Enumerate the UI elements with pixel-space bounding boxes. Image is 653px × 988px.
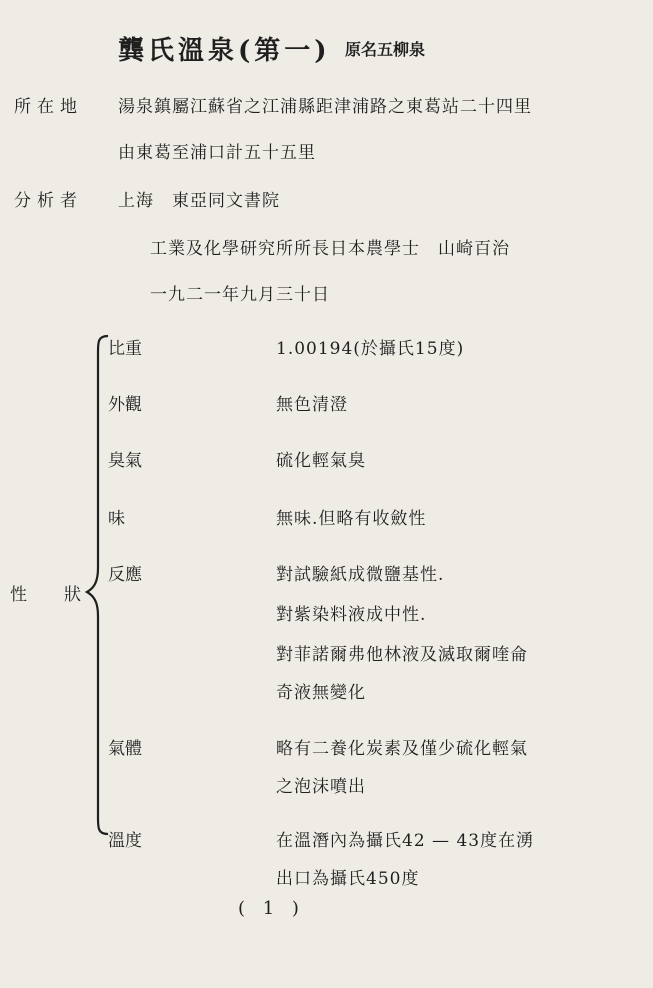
analyst-line-3: 一九二一年九月三十日 <box>150 285 330 305</box>
property-name-odor: 臭氣 <box>108 451 142 471</box>
property-value-gas-2: 之泡沫噴出 <box>276 777 366 797</box>
property-value-reaction-1: 對試驗紙成微鹽基性. <box>276 565 445 585</box>
property-value-reaction-4: 奇液無變化 <box>276 683 366 703</box>
property-value-odor: 硫化輕氣臭 <box>276 451 366 471</box>
analyst-line-2: 工業及化學研究所所長日本農學士 山崎百治 <box>150 239 510 259</box>
property-name-temperature: 溫度 <box>108 831 142 851</box>
location-line-1: 湯泉鎮屬江蘇省之江浦縣距津浦路之東葛站二十四里 <box>118 97 532 117</box>
property-value-taste: 無味.但略有收斂性 <box>276 509 427 529</box>
properties-label: 性 狀 <box>10 585 91 605</box>
location-line-2: 由東葛至浦口計五十五里 <box>118 143 316 163</box>
property-value-appearance: 無色清澄 <box>276 395 348 415</box>
analyst-line-1: 上海 東亞同文書院 <box>118 191 280 211</box>
analyst-label: 分析者 <box>14 191 83 211</box>
property-value-specific-gravity: 1.00194(於攝氏15度) <box>276 339 465 359</box>
property-value-temperature-1: 在溫潛內為攝氏42 — 43度在湧 <box>276 831 535 851</box>
property-name-gas: 氣體 <box>108 739 142 759</box>
property-name-appearance: 外觀 <box>108 395 142 415</box>
page-title: 龔氏溫泉(第一) <box>118 36 331 66</box>
property-value-reaction-2: 對紫染料液成中性. <box>276 605 427 625</box>
page-number: ( 1 ) <box>238 898 305 919</box>
property-value-reaction-3: 對菲諾爾弗他林液及滅取爾喹侖 <box>276 645 528 665</box>
location-label: 所在地 <box>14 97 83 117</box>
property-name-reaction: 反應 <box>108 565 142 585</box>
property-name-taste: 味 <box>108 509 125 529</box>
property-name-specific-gravity: 比重 <box>108 339 142 359</box>
property-value-gas-1: 略有二養化炭素及僅少硫化輕氣 <box>276 739 528 759</box>
property-value-temperature-2: 出口為攝氏450度 <box>276 869 420 889</box>
title-note: 原名五柳泉 <box>345 40 426 59</box>
